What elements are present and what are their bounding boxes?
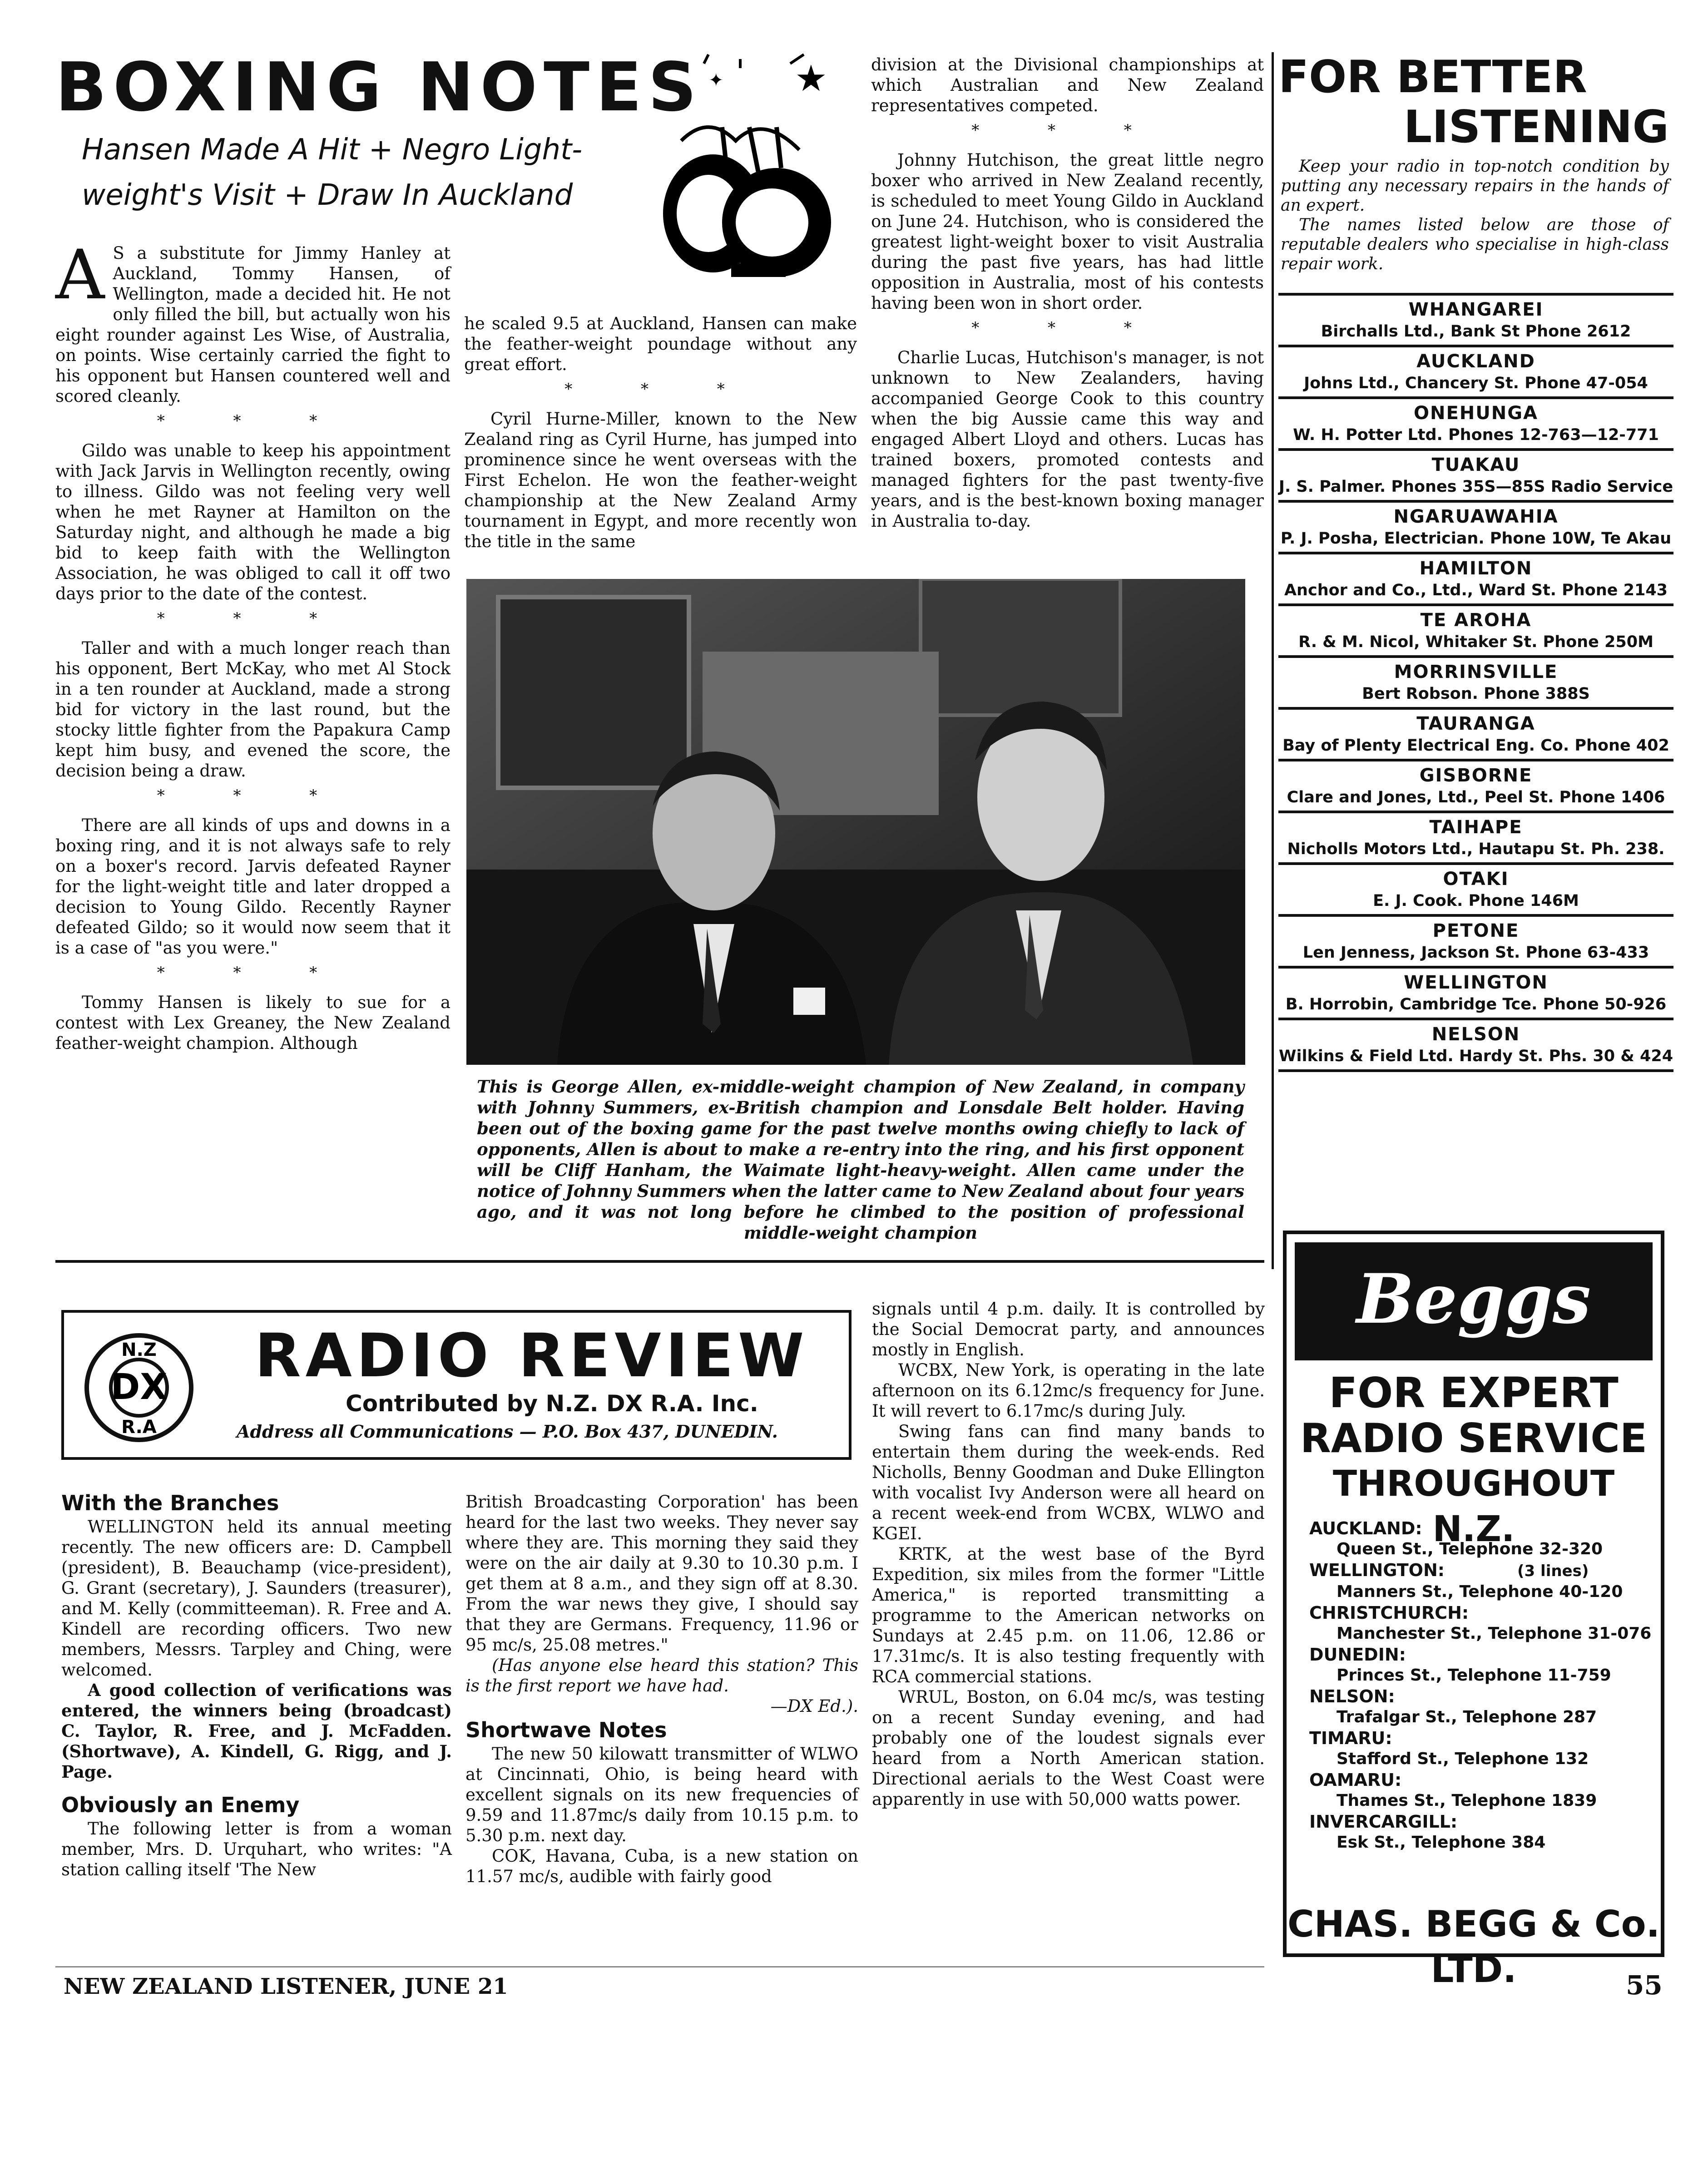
dealer-item: GISBORNE Clare and Jones, Ltd., Peel St. Phone 1406 bbox=[1278, 761, 1673, 813]
dealer-item: TUAKAU J. S. Palmer. Phones 35S—85S Radio Service bbox=[1278, 451, 1673, 503]
branch-address: Manners St., Telephone 40-120 bbox=[1337, 1582, 1623, 1601]
radio-col3-para-2: WCBX, New York, is operating in the late afternoon on its 6.12mc/s frequency for June. It will revert to 6.17mc/s during July. bbox=[872, 1360, 1265, 1421]
dealer-item: WELLINGTON B. Horrobin, Cambridge Tce. Phone 50-926 bbox=[1278, 969, 1673, 1020]
branch-city: NELSON: bbox=[1309, 1686, 1395, 1706]
boxers-photo bbox=[466, 579, 1245, 1065]
dealer-item: ONEHUNGA W. H. Potter Ltd. Phones 12-763—12-771 bbox=[1278, 399, 1673, 451]
listening-intro-2: The names listed below are those of reputable dealers who specialise in high-class repair work. bbox=[1281, 216, 1669, 273]
branch-city: DUNEDIN: bbox=[1309, 1645, 1406, 1665]
dealer-item: OTAKI E. J. Cook. Phone 146M bbox=[1278, 865, 1673, 917]
page-number: 55 bbox=[1626, 1970, 1663, 2001]
dealer-item: NGARUAWAHIA P. J. Posha, Electrician. Phone 10W, Te Akau bbox=[1278, 503, 1673, 554]
dealer-item: MORRINSVILLE Bert Robson. Phone 388S bbox=[1278, 658, 1673, 710]
divider-footer bbox=[55, 1966, 1264, 1967]
dealer-item: HAMILTON Anchor and Co., Ltd., Ward St. Phone 2143 bbox=[1278, 554, 1673, 606]
logo-bot: R.A bbox=[121, 1417, 157, 1438]
separator-stars: * * * bbox=[971, 121, 1163, 139]
separator-stars: * * * bbox=[157, 609, 349, 628]
photo-caption: This is George Allen, ex-middle-weight champion of New Zealand, in company with Johnny Summers, ex-British champion and Lonsdale Belt holder. Having been out of the boxing game for the past twelve months owing chiefly to lack of opponents, Allen is about to make a re-entry into the ring, and his first opponent will be Cliff Hanham, the Waimate light-heavy-weight. Allen came under the notice of Johnny Summers when the latter came to New Zealand about four years ago, and it was not long before he climbed to the position of professional middle-weight champion bbox=[477, 1077, 1244, 1243]
branch-address: Esk St., Telephone 384 bbox=[1337, 1833, 1546, 1852]
boxing-subtitle-2: weight's Visit + Draw In Auckland bbox=[82, 178, 573, 212]
boxing-title: BOXING NOTES bbox=[55, 48, 703, 126]
radio-col3-para-3: Swing fans can find many bands to entertain them during the week-ends. Red Nicholls, Benny Goodman and Duke Ellington with vocalist Ivy Anderson were all heard on a recent week-end from WCBX, WLWO and KGEI. bbox=[872, 1422, 1265, 1543]
dealer-item: AUCKLAND Johns Ltd., Chancery St. Phone 47-054 bbox=[1278, 347, 1673, 399]
editor-signature: —DX Ed.). bbox=[770, 1696, 858, 1716]
divider-boxing-bottom bbox=[55, 1260, 1264, 1263]
begg-line-3: THROUGHOUT N.Z. bbox=[1332, 1463, 1615, 1550]
boxing-column-1 bbox=[55, 236, 451, 1053]
svg-text:★: ★ bbox=[795, 57, 827, 99]
branch-city: INVERCARGILL: bbox=[1309, 1812, 1458, 1832]
boxing-para-5: Tommy Hansen is likely to sue for a contest with Lex Greaney, the New Zealand feather-weight champion. Although bbox=[55, 993, 451, 1053]
boxing-col3-para-2: Johnny Hutchison, the great little negro boxer who arrived in New Zealand recently, is scheduled to meet Young Gildo in Auckland on June 24. Hutchison, who is considered the greatest light-weight boxer to visit Australia during the past five years, has had little opposition in Australia, most of his contests having been won in short order. bbox=[871, 150, 1264, 313]
separator-stars: * * * bbox=[971, 319, 1163, 337]
boxing-column-3 bbox=[871, 54, 1264, 531]
boxing-para-2: Gildo was unable to keep his appointment with Jack Jarvis in Wellington recently, owing to illness. Gildo was not feeling very well when he met Rayner at Hamilton on the Saturday night, and although he made a big bid to keep faith with the Wellington Association, he was obliged to call it off two days prior to the date of the contest. bbox=[55, 441, 451, 603]
branch-city: TIMARU: bbox=[1309, 1728, 1392, 1748]
boxing-para-1: A S a substitute for Jimmy Hanley at Auckland, Tommy Hansen, of Wellington, made a decided hit. He not only filled the bill, but actually won his eight rounder against Les Wise, of Australia, on points. Wise certainly carried the fight to his opponent but Hansen countered well and scored cleanly. bbox=[55, 236, 451, 406]
radio-review-header-box bbox=[61, 1310, 852, 1460]
logo-top: N.Z bbox=[121, 1340, 157, 1360]
dealer-item: TAURANGA Bay of Plenty Electrical Eng. Co. Phone 402 bbox=[1278, 710, 1673, 761]
branch-address: Stafford St., Telephone 132 bbox=[1337, 1750, 1589, 1768]
radio-col2-para: British Broadcasting Corporation' has been heard for the last two weeks. They never say where they are. This morning they said they were on the air daily at 9.30 to 10.30 p.m. I get them at 8 a.m., and they sign off at 8.30. From the war news they give, I should say that they are Germans. Frequency, 11.96 or 95 mc/s, 25.08 metres." bbox=[465, 1492, 858, 1655]
boxing-para-3: Taller and with a much longer reach than his opponent, Bert McKay, who met Al Stock in a ten rounder at Auckland, made a strong bid for victory in the last round, but the stocky little fighter from the Papakura Camp kept him busy, and evened the score, the decision being a draw. bbox=[55, 638, 451, 781]
dealer-item: TAIHAPE Nicholls Motors Ltd., Hautapu St. Ph. 238. bbox=[1278, 813, 1673, 865]
branch-address: Manchester St., Telephone 31-076 bbox=[1337, 1624, 1652, 1643]
enemy-para: The following letter is from a woman member, Mrs. D. Urquhart, who writes: "A station calling itself 'The New bbox=[61, 1819, 452, 1879]
separator-stars: * * * bbox=[564, 380, 757, 398]
listening-title-1: FOR BETTER bbox=[1278, 51, 1587, 103]
branch-address: Queen St., Telephone 32-320 bbox=[1337, 1540, 1603, 1558]
dealer-item: WHANGAREI Birchalls Ltd., Bank St Phone 2612 bbox=[1278, 296, 1673, 347]
radio-col3-para-1: signals until 4 p.m. daily. It is controlled by the Social Democrat party, and announces mostly in English. bbox=[872, 1299, 1265, 1359]
shortwave-para-1: The new 50 kilowatt transmitter of WLWO at Cincinnati, Ohio, is being heard with excellent signals on its new frequencies of 9.59 and 11.87mc/s daily from 10.15 p.m. to 5.30 p.m. next day. bbox=[465, 1744, 858, 1845]
radio-review-title: RADIO REVIEW bbox=[255, 1321, 809, 1391]
begg-footer: CHAS. BEGG & Co. LTD. bbox=[1287, 1903, 1660, 1991]
branch-note: (3 lines) bbox=[1517, 1562, 1589, 1580]
boxing-col3-para-3: Charlie Lucas, Hutchison's manager, is not unknown to New Zealanders, having accompanied George Cook to this country when the big Aussie came this way and engaged Albert Lloyd and others. Lucas has trained boxers, promoted contests and managed fighters for the past twenty-five years, and is the best-known boxing manager in Australia to-day. bbox=[871, 348, 1264, 531]
radio-column-3 bbox=[872, 1299, 1265, 1809]
branch-city: CHRISTCHURCH: bbox=[1309, 1603, 1469, 1623]
separator-stars: * * * bbox=[157, 786, 349, 805]
branches-para-1: WELLINGTON held its annual meeting recently. The new officers are: D. Campbell (president), B. Beauchamp (vice-president), G. Grant (secretary), J. Saunders (treasurer), and M. Kelly (committeeman). R. Free and A. Kindell are recording officers. Two new members, Messrs. Tarpley and Ching, were welcomed. bbox=[61, 1517, 452, 1680]
dealer-list bbox=[1278, 293, 1673, 1072]
listening-intro-1: Keep your radio in top-notch condition by putting any necessary repairs in the hands of an expert. bbox=[1281, 157, 1669, 215]
branch-address: Trafalgar St., Telephone 287 bbox=[1337, 1708, 1597, 1726]
separator-stars: * * * bbox=[157, 964, 349, 982]
boxing-col2-para-2: Cyril Hurne-Miller, known to the New Zealand ring as Cyril Hurne, has jumped into prominence since he went overseas with the First Echelon. He won the feather-weight championship at the New Zealand Army tournament in Egypt, and more recently won the title in the same bbox=[464, 409, 857, 551]
dealer-item: PETONE Len Jenness, Jackson St. Phone 63-433 bbox=[1278, 917, 1673, 969]
begg-line-2: RADIO SERVICE bbox=[1300, 1415, 1647, 1462]
branch-city: AUCKLAND: bbox=[1309, 1518, 1422, 1538]
drop-cap: A bbox=[55, 236, 105, 315]
nzdxra-logo bbox=[82, 1331, 196, 1444]
branch-city: OAMARU: bbox=[1309, 1770, 1402, 1790]
heading-shortwave-notes: Shortwave Notes bbox=[465, 1718, 667, 1742]
branch-address: Princes St., Telephone 11-759 bbox=[1337, 1666, 1611, 1685]
heading-obviously-an-enemy: Obviously an Enemy bbox=[61, 1793, 300, 1817]
divider-right-column bbox=[1272, 52, 1274, 1269]
begg-logo: Beggs bbox=[1356, 1259, 1591, 1339]
begg-logo-box bbox=[1295, 1242, 1653, 1360]
boxing-col2-para-1: he scaled 9.5 at Auckland, Hansen can make the feather-weight poundage without any great effort. bbox=[464, 314, 857, 374]
editor-note: (Has anyone else heard this station? This is the first report we have had. bbox=[465, 1656, 858, 1695]
radio-col3-para-5: WRUL, Boston, on 6.04 mc/s, was testing on a recent Sunday evening, and had probably one of the loudest signals ever heard from a North American station. Directional aerials to the West Coast were apparently in use with 50,000 watts power. bbox=[872, 1687, 1265, 1809]
branches-para-2: A good collection of verifications was entered, the winners being (broadcast) C. Taylor, R. Free, and J. McFadden. (Shortwave), A. Kindell, G. Rigg, and J. Page. bbox=[61, 1680, 452, 1782]
heading-with-the-branches: With the Branches bbox=[61, 1491, 279, 1515]
boxing-gloves-illustration bbox=[654, 50, 845, 286]
radio-col3-para-4: KRTK, at the west base of the Byrd Expedition, six miles from the former "Little America," is reported transmitting a programme to the American networks on Sundays at 2.45 p.m. on 11.06, 12.86 or 17.31mc/s. It is also testing frequently with RCA commercial stations. bbox=[872, 1544, 1265, 1686]
branch-city: WELLINGTON: (3 lines) bbox=[1309, 1560, 1589, 1580]
listening-intro bbox=[1281, 157, 1669, 274]
page-footer-publication: NEW ZEALAND LISTENER, JUNE 21 bbox=[64, 1974, 508, 1999]
radio-contributor: Contributed by N.Z. DX R.A. Inc. bbox=[346, 1390, 758, 1417]
shortwave-para-2: COK, Havana, Cuba, is a new station on 11.57 mc/s, audible with fairly good bbox=[465, 1846, 858, 1886]
branch-address: Thames St., Telephone 1839 bbox=[1337, 1791, 1597, 1810]
boxing-para-4: There are all kinds of ups and downs in a boxing ring, and it is not always safe to rely on a boxer's record. Jarvis defeated Rayner for the light-weight title and later dropped a decision to Young Gildo. Recently Rayner defeated Gildo; so it would now seem that it is a case of "as you were." bbox=[55, 816, 451, 958]
boxing-subtitle-1: Hansen Made A Hit + Negro Light- bbox=[82, 133, 583, 167]
dealer-item: TE AROHA R. & M. Nicol, Whitaker St. Phone 250M bbox=[1278, 606, 1673, 658]
svg-text:✦: ✦ bbox=[708, 70, 724, 91]
dealer-item: NELSON Wilkins & Field Ltd. Hardy St. Phs. 30 & 424 bbox=[1278, 1020, 1673, 1072]
boxing-col3-para-1: division at the Divisional championships at which Australian and New Zealand representatives competed. bbox=[871, 55, 1264, 115]
separator-stars: * * * bbox=[157, 412, 349, 430]
boxers-photo-image bbox=[466, 579, 1245, 1065]
radio-column-2 bbox=[465, 1492, 858, 1887]
boxing-column-2 bbox=[464, 313, 857, 552]
listening-title-2: LISTENING bbox=[1403, 101, 1669, 153]
radio-address: Address all Communications — P.O. Box 437, DUNEDIN. bbox=[237, 1421, 778, 1442]
logo-mid: DX bbox=[110, 1367, 168, 1408]
begg-branch-list bbox=[1309, 1518, 1654, 1853]
begg-line-1: FOR EXPERT bbox=[1329, 1369, 1619, 1417]
radio-column-1 bbox=[61, 1489, 452, 1880]
